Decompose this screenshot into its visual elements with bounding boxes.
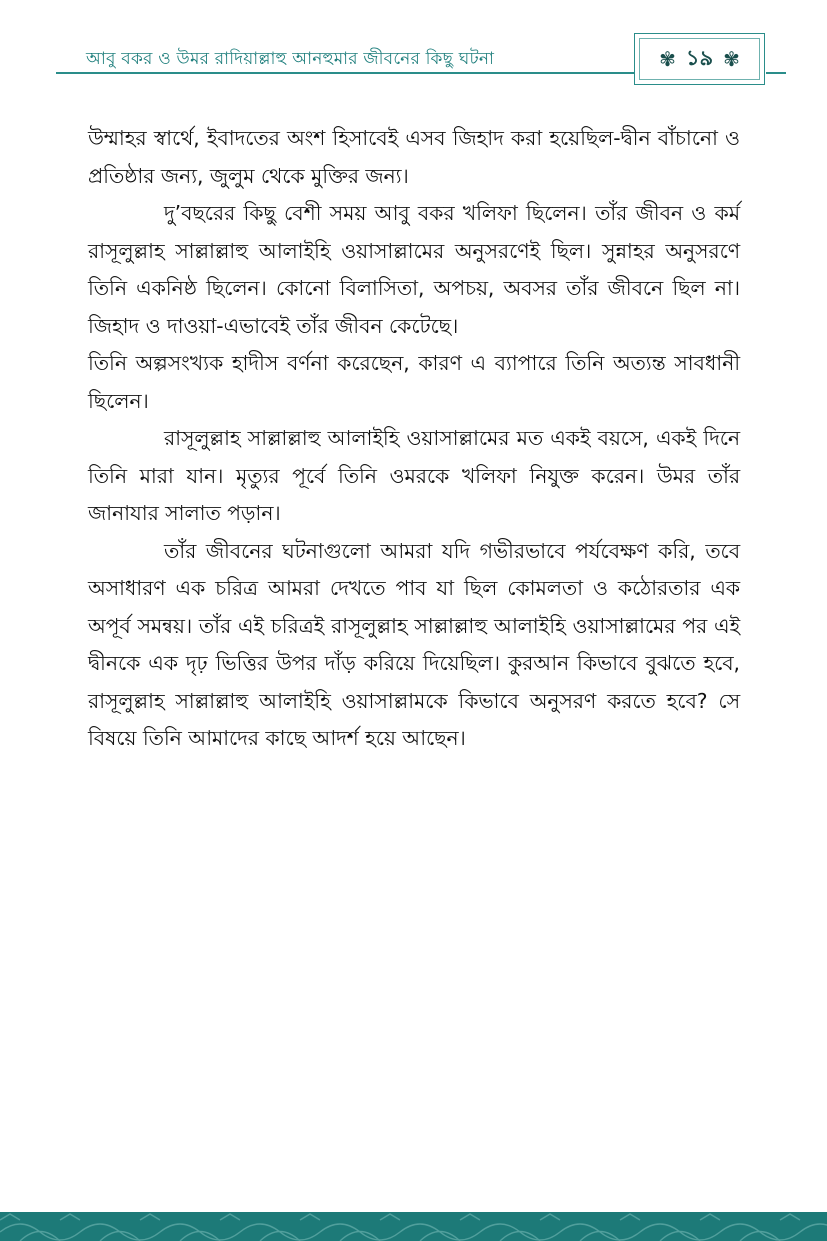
page-number: ১৯ — [685, 45, 714, 70]
paragraph-4: রাসূলুল্লাহ সাল্লাল্লাহু আলাইহি ওয়াসাল্লামের মত একই বয়সে, একই দিনে তিনি মারা যান। মৃত্যুর পূর্বে তিনি ওমরকে খলিফা নিযুক্ত করেন। উমর তাঁর জানাযার সালাত পড়ান। — [88, 426, 740, 525]
header-rule-right — [766, 72, 786, 74]
paragraph-3: তিনি অল্পসংখ্যক হাদীস বর্ণনা করেছেন, কারণ এ ব্যাপারে তিনি অত্যন্ত সাবধানী ছিলেন। — [88, 351, 740, 413]
paragraph-1: উম্মাহর স্বার্থে, ইবাদতের অংশ হিসাবেই এসব জিহাদ করা হয়েছিল-দ্বীন বাঁচানো ও প্রতিষ্ঠার জন্য, জুলুম থেকে মুক্তির জন্য। — [88, 126, 740, 188]
ornament-right-icon: ✾ — [723, 47, 740, 71]
running-header-title: আবু বকর ও উমর রাদিয়াল্লাহু আনহুমার জীবনের কিছু ঘটনা — [86, 49, 495, 69]
paragraph-2: দু’বছরের কিছু বেশী সময় আবু বকর খলিফা ছিলেন। তাঁর জীবন ও কর্ম রাসূলুল্লাহ সাল্লাল্লাহু আলাইহি ওয়াসাল্লামের অনুসরণেই ছিল। সুন্নাহর অনুসরণে তিনি একনিষ্ঠ ছিলেন। কোনো বিলাসিতা, অপচয়, অবসর তাঁর জীবনে ছিল না। জিহাদ ও দাওয়া-এভাবেই তাঁর জীবন কেটেছে। — [88, 201, 740, 338]
ornament-left-icon: ✾ — [659, 47, 676, 71]
page-number-frame — [639, 38, 760, 80]
body-text — [88, 120, 740, 758]
footer-ornament-band — [0, 1212, 827, 1241]
paragraph-5: তাঁর জীবনের ঘটনাগুলো আমরা যদি গভীরভাবে পর্যবেক্ষণ করি, তবে অসাধারণ এক চরিত্র আমরা দেখতে পাব যা ছিল কোমলতা ও কঠোরতার এক অপূর্ব সমন্বয়। তাঁর এই চরিত্রই রাসূলুল্লাহ সাল্লাল্লাহু আলাইহি ওয়াসাল্লামের পর এই দ্বীনকে এক দৃঢ় ভিত্তির উপর দাঁড় করিয়ে দিয়েছিল। কুরআন কিভাবে বুঝতে হবে, রাসূলুল্লাহ সাল্লাল্লাহু আলাইহি ওয়াসাল্লামকে কিভাবে অনুসরণ করতে হবে? সে বিষয়ে তিনি আমাদের কাছে আদর্শ হয়ে আছেন। — [88, 538, 740, 750]
page-number-box — [634, 33, 765, 85]
footer-pattern-icon — [0, 1212, 827, 1241]
header-rule — [56, 72, 634, 74]
